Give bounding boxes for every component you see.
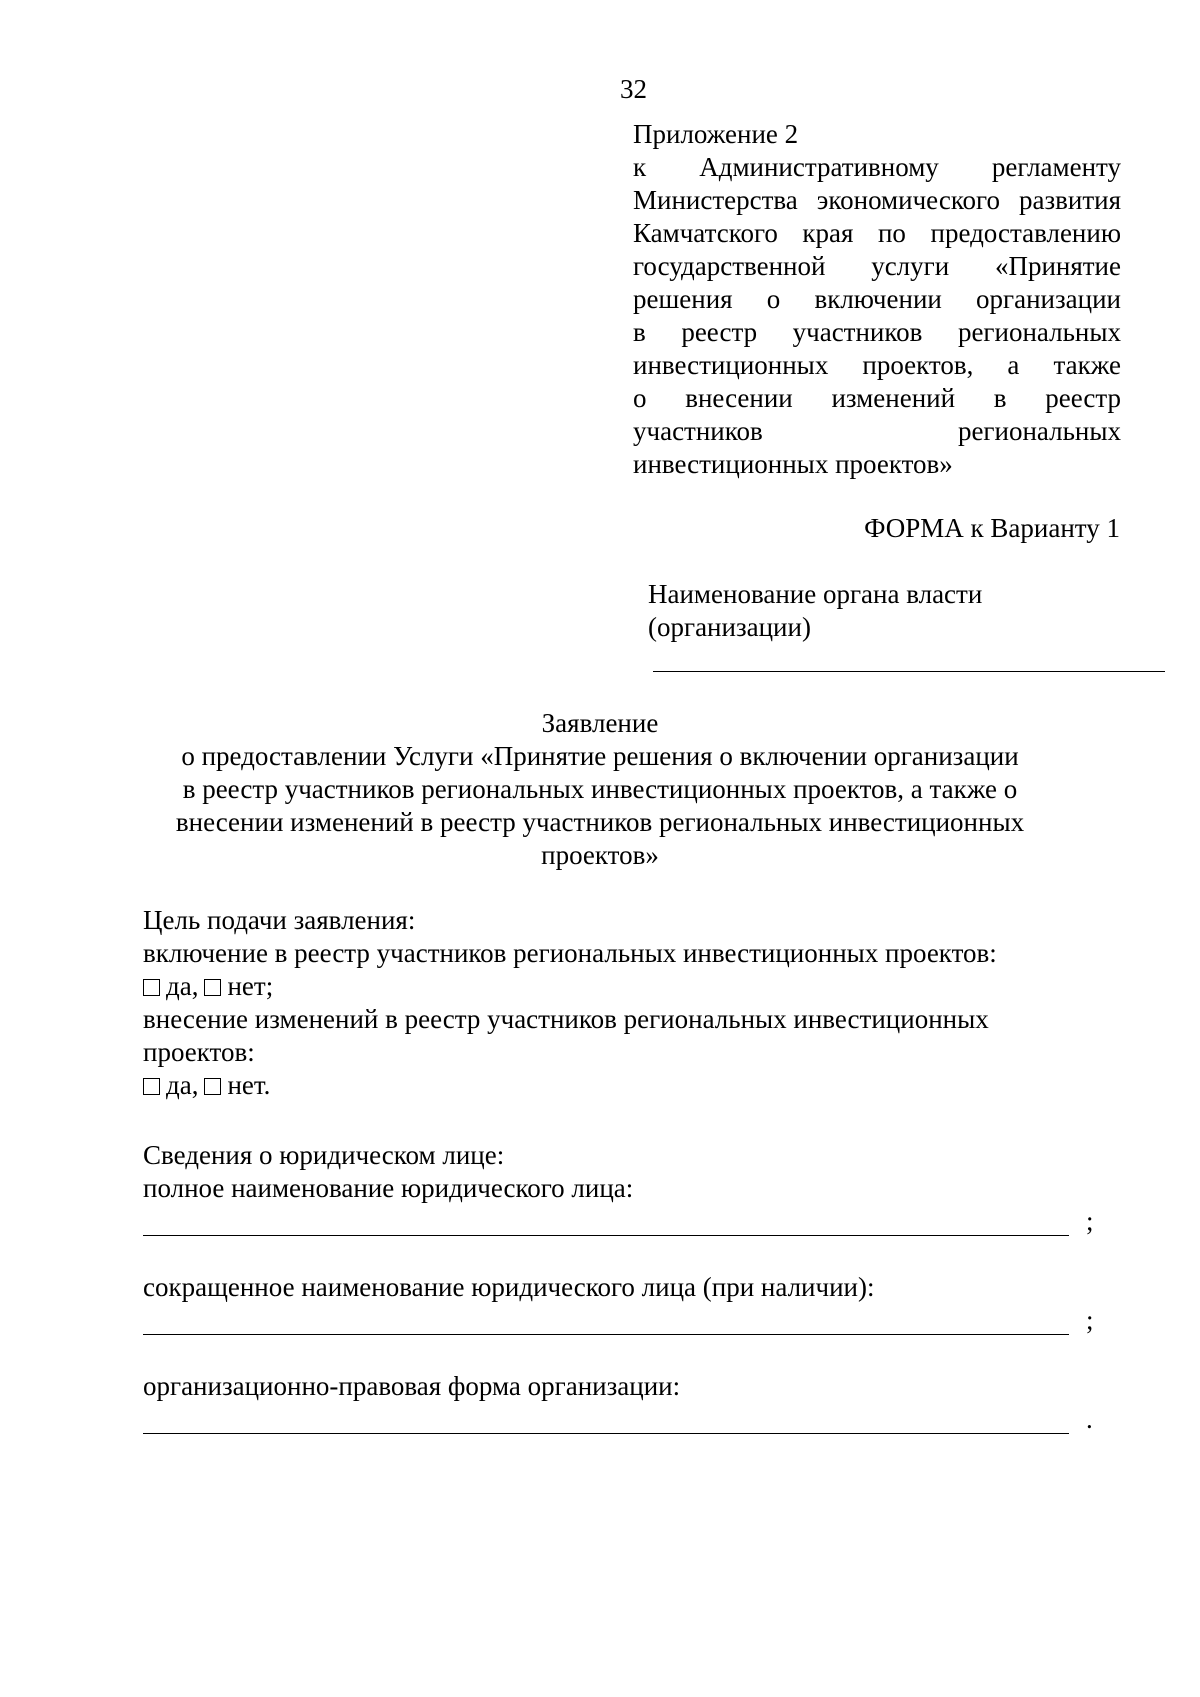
- org-form-label: организационно-правовая форма организации:: [143, 1371, 681, 1401]
- full-name-label: полное наименование юридического лица:: [143, 1173, 634, 1203]
- short-name-field[interactable]: [143, 1334, 1069, 1335]
- appendix-line: государственной услуги «Принятие: [633, 251, 1121, 281]
- appendix-line: инвестиционных проектов»: [633, 449, 953, 479]
- authority-label: Наименование органа власти: [648, 579, 983, 609]
- purpose-section: [143, 904, 1123, 1102]
- appendix-line: Камчатского края по предоставлению: [633, 218, 1121, 248]
- appendix-line: решения о включении организации: [633, 284, 1121, 314]
- authority-block: [648, 578, 1118, 644]
- appendix-line: инвестиционных проектов, а также: [633, 350, 1121, 380]
- short-name-label: сокращенное наименование юридического лица (при наличии):: [143, 1272, 875, 1302]
- inclusion-no-label: нет;: [227, 971, 274, 1001]
- appendix-line: о внесении изменений в реестр: [633, 383, 1121, 413]
- title-line: проектов»: [541, 840, 659, 870]
- title-line: о предоставлении Услуги «Принятие решения о включении организации: [181, 741, 1019, 771]
- appendix-line: Министерства экономического развития: [633, 185, 1121, 215]
- org-form-field[interactable]: [143, 1433, 1069, 1434]
- page-number: 32: [620, 74, 647, 104]
- title-line: внесении изменений в реестр участников региональных инвестиционных: [175, 807, 1025, 837]
- legal-entity-section: [143, 1139, 1123, 1436]
- purpose-options-inclusion: [143, 970, 1123, 1003]
- short-name-row: [143, 1304, 1123, 1337]
- legal-entity-label: Сведения о юридическом лице:: [143, 1140, 505, 1170]
- short-name-end: ;: [1086, 1305, 1094, 1335]
- form-variant-label: ФОРМА к Варианту 1: [864, 513, 1120, 543]
- purpose-options-changes: [143, 1069, 1123, 1102]
- changes-no-checkbox[interactable]: [204, 1078, 221, 1095]
- appendix-header: [633, 118, 1121, 481]
- purpose-question-inclusion: включение в реестр участников региональных инвестиционных проектов:: [143, 938, 997, 968]
- document-title: [130, 707, 1070, 872]
- org-form-end: .: [1086, 1404, 1093, 1434]
- title-line: в реестр участников региональных инвестиционных проектов, а также о: [182, 774, 1018, 804]
- appendix-line: к Административному регламенту: [633, 152, 1121, 182]
- authority-name-field[interactable]: [653, 671, 1165, 672]
- inclusion-no-checkbox[interactable]: [204, 979, 221, 996]
- authority-sublabel: (организации): [648, 612, 811, 642]
- inclusion-yes-label: да,: [166, 971, 199, 1001]
- full-name-end: ;: [1086, 1206, 1094, 1236]
- title-heading: Заявление: [541, 708, 659, 738]
- purpose-question-changes-cont: проектов:: [143, 1037, 255, 1067]
- purpose-label: Цель подачи заявления:: [143, 905, 416, 935]
- full-name-field[interactable]: [143, 1235, 1069, 1236]
- full-name-row: [143, 1205, 1123, 1238]
- org-form-row: [143, 1403, 1123, 1436]
- purpose-question-changes: внесение изменений в реестр участников региональных инвестиционных: [143, 1004, 989, 1034]
- inclusion-yes-checkbox[interactable]: [143, 979, 160, 996]
- changes-no-label: нет.: [227, 1070, 271, 1100]
- changes-yes-checkbox[interactable]: [143, 1078, 160, 1095]
- appendix-line: Приложение 2: [633, 119, 799, 149]
- appendix-line: участников региональных: [633, 416, 1121, 446]
- changes-yes-label: да,: [166, 1070, 199, 1100]
- appendix-line: в реестр участников региональных: [633, 317, 1121, 347]
